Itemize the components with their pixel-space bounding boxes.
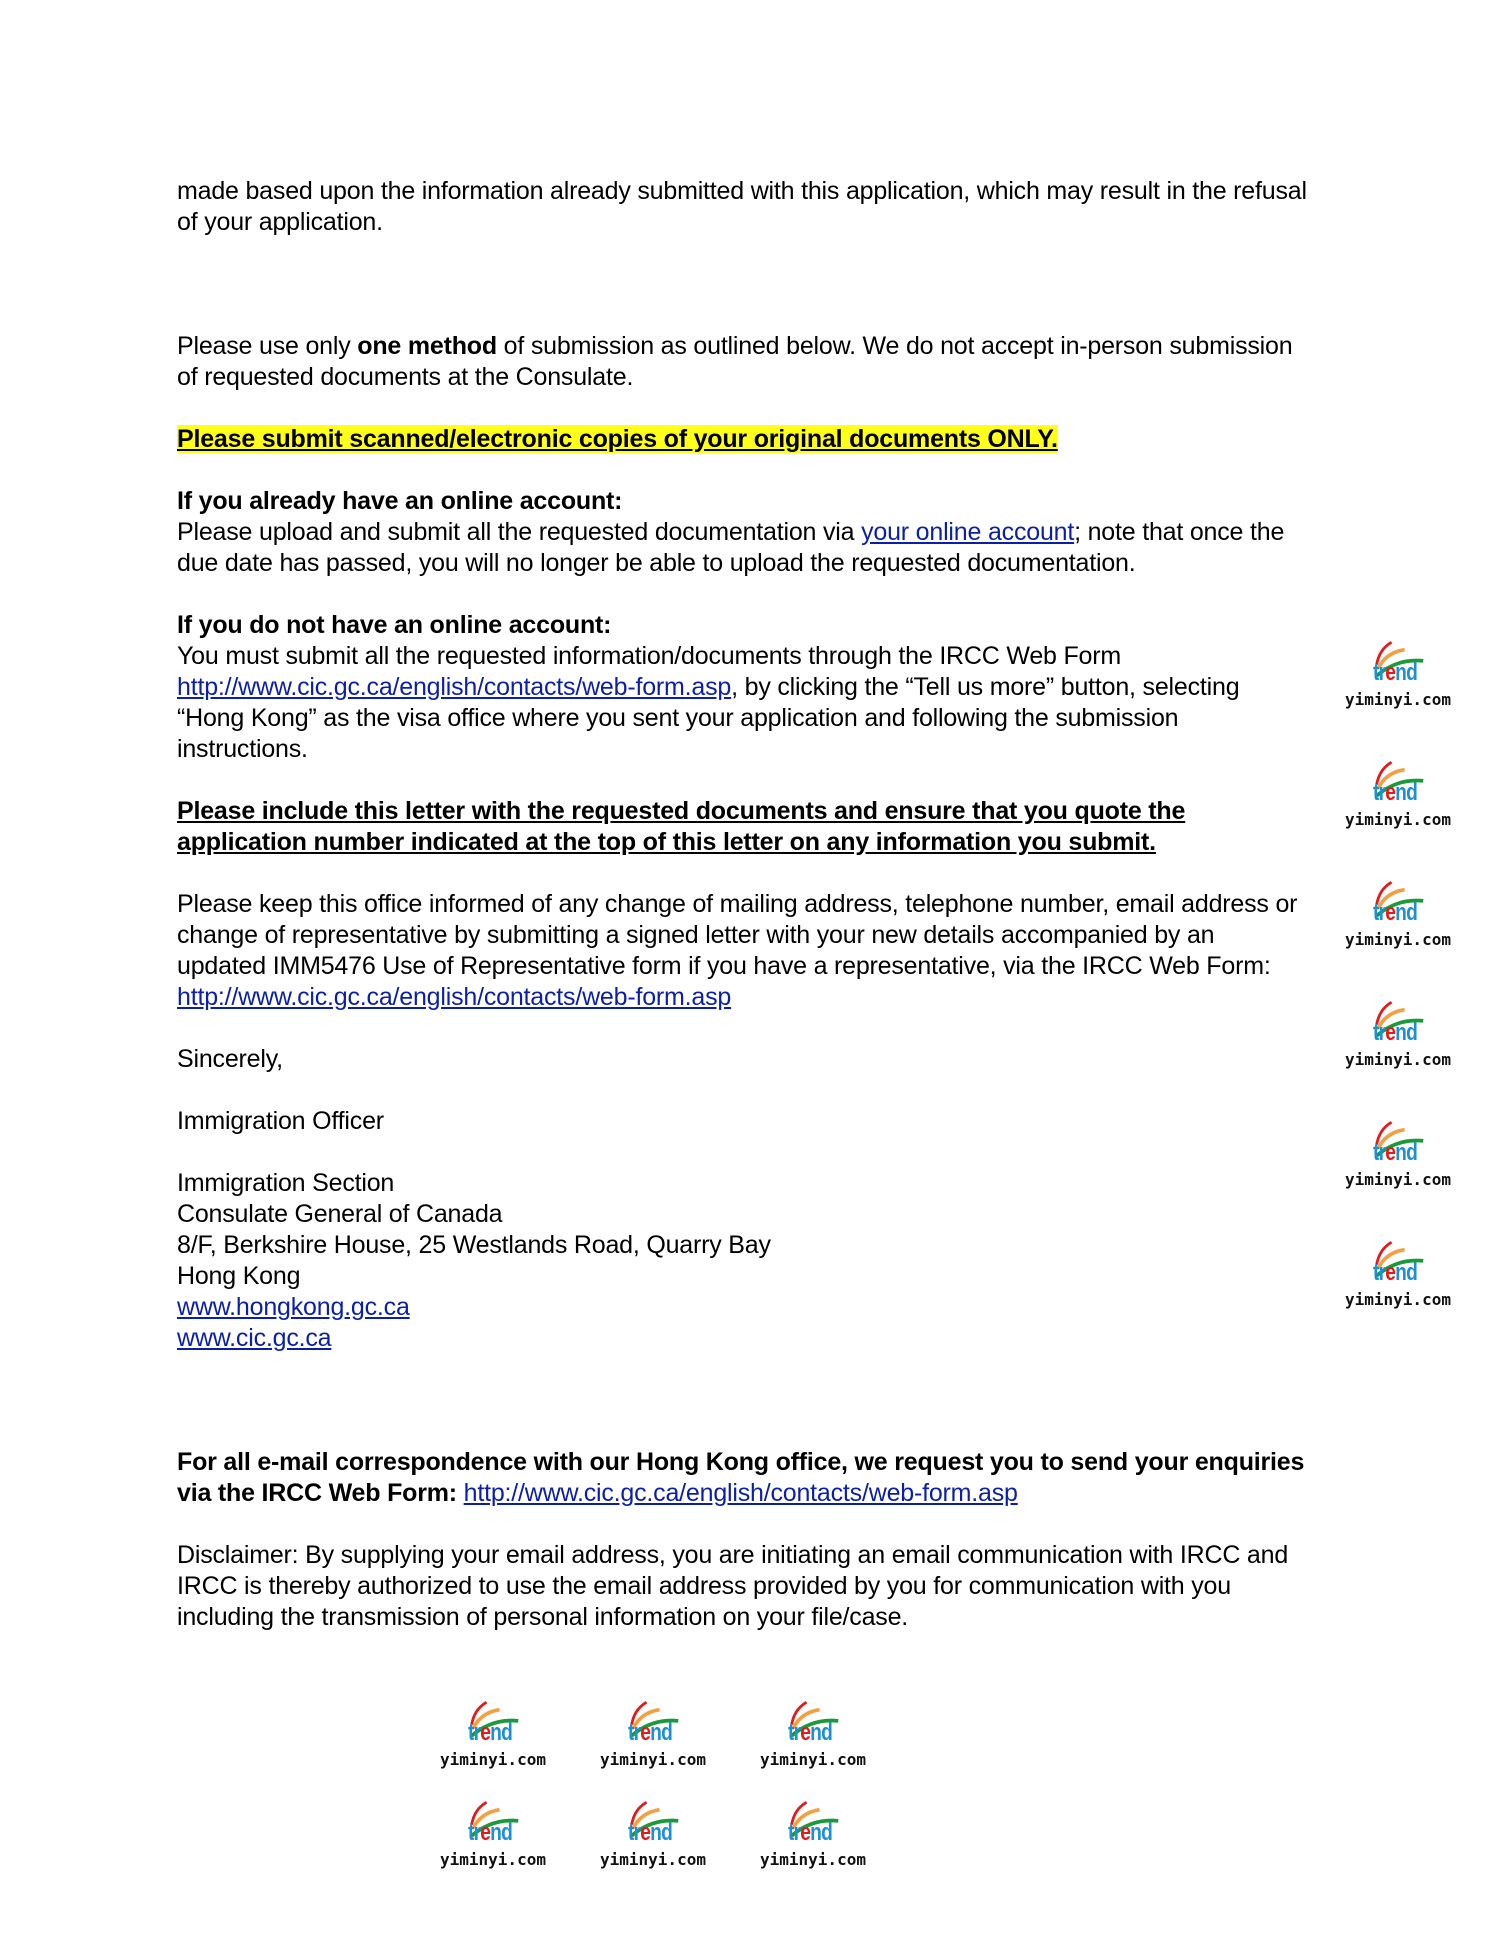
submission-method-paragraph — [177, 331, 1307, 393]
watermark-brand: trend — [1373, 1019, 1418, 1046]
watermark-brand: trend — [468, 1719, 513, 1746]
web-form-link[interactable]: http://www.cic.gc.ca/english/contacts/web-form.asp — [177, 673, 732, 701]
watermark-site: yiminyi.com — [1345, 1170, 1451, 1189]
include-letter-notice: Please include this letter with the requested documents and ensure that you quote the application number indicated at the top of this letter on any information you submit. — [177, 797, 1186, 856]
trend-swoosh-icon — [786, 1800, 842, 1838]
watermark — [600, 1700, 730, 1776]
letter-body — [177, 176, 1307, 1633]
trend-swoosh-icon — [1371, 880, 1427, 918]
office-address — [177, 1168, 1307, 1354]
online-account-paragraph — [177, 517, 1307, 579]
disclaimer: Disclaimer: By supplying your email address, you are initiating an email communication with IRCC and IRCC is thereby authorized to use the email address provided by you for communication with you including the transmission of personal information on your file/case. — [177, 1541, 1289, 1631]
hongkong-site-link[interactable]: www.hongkong.gc.ca — [177, 1293, 410, 1321]
watermark-site: yiminyi.com — [1345, 1050, 1451, 1069]
submission-method-text-rest: of submission as outlined below. We do not accept in-person submission of requested documents at the Consulate. — [177, 332, 1293, 391]
address-line-3: 8/F, Berkshire House, 25 Westlands Road, Quarry Bay — [177, 1231, 771, 1259]
trend-swoosh-icon — [786, 1700, 842, 1738]
watermark — [600, 1800, 730, 1876]
trend-swoosh-icon — [626, 1700, 682, 1738]
closing: Sincerely, — [177, 1045, 283, 1073]
watermark-brand: trend — [1373, 1259, 1418, 1286]
watermark — [1345, 880, 1475, 956]
watermark — [440, 1800, 570, 1876]
watermark-brand: trend — [788, 1819, 833, 1846]
watermark — [1345, 1000, 1475, 1076]
trend-swoosh-icon — [1371, 760, 1427, 798]
trend-swoosh-icon — [1371, 1240, 1427, 1278]
submission-method-text: Please use only — [177, 332, 358, 360]
watermark-site: yiminyi.com — [760, 1750, 866, 1769]
watermark-site: yiminyi.com — [1345, 1290, 1451, 1309]
watermark — [1345, 640, 1475, 716]
watermark-site: yiminyi.com — [1345, 690, 1451, 709]
address-line-4: Hong Kong — [177, 1262, 301, 1290]
address-line-1: Immigration Section — [177, 1169, 395, 1197]
one-method-emphasis: one method — [357, 332, 497, 360]
no-online-account-paragraph — [177, 641, 1307, 765]
watermark-brand: trend — [1373, 899, 1418, 926]
trend-swoosh-icon — [1371, 640, 1427, 678]
watermark-brand: trend — [628, 1719, 673, 1746]
watermark — [760, 1700, 890, 1776]
watermark-brand: trend — [1373, 659, 1418, 686]
trend-swoosh-icon — [466, 1800, 522, 1838]
refusal-paragraph: made based upon the information already submitted with this application, which may result in the refusal of your application. — [177, 177, 1307, 236]
web-form-text: You must submit all the requested information/documents through the IRCC Web Form — [177, 642, 1121, 670]
online-account-text-rest: ; note that once the due date has passed, you will no longer be able to upload the requested documentation. — [177, 518, 1285, 577]
cic-site-link[interactable]: www.cic.gc.ca — [177, 1324, 332, 1352]
trend-swoosh-icon — [1371, 1120, 1427, 1158]
watermark-brand: trend — [628, 1819, 673, 1846]
online-account-text: Please upload and submit all the requested documentation via — [177, 518, 862, 546]
watermark-site: yiminyi.com — [760, 1850, 866, 1869]
watermark-brand: trend — [468, 1819, 513, 1846]
watermark-brand: trend — [1373, 1139, 1418, 1166]
online-account-link[interactable]: your online account — [861, 518, 1075, 546]
address-line-2: Consulate General of Canada — [177, 1200, 503, 1228]
watermark — [760, 1800, 890, 1876]
watermark — [440, 1700, 570, 1776]
watermark-brand: trend — [788, 1719, 833, 1746]
trend-swoosh-icon — [1371, 1000, 1427, 1038]
email-correspondence-text: For all e-mail correspondence with our Hong Kong office, we request you to send your enquiries via the IRCC Web Form: — [177, 1448, 1305, 1507]
no-online-account-heading: If you do not have an online account: — [177, 611, 612, 639]
email-correspondence-paragraph — [177, 1447, 1307, 1509]
watermark-site: yiminyi.com — [600, 1750, 706, 1769]
keep-informed-text: Please keep this office informed of any change of mailing address, telephone number, email address or change of representative by submitting a signed letter with your new details accompanied by an updated IMM5476 Use of Representative form if you have a representative, via the IRCC Web Form: — [177, 890, 1298, 980]
keep-informed-web-form-link[interactable]: http://www.cic.gc.ca/english/contacts/web-form.asp — [177, 983, 732, 1011]
keep-informed-paragraph — [177, 889, 1307, 1013]
watermark-site: yiminyi.com — [1345, 930, 1451, 949]
watermark — [1345, 1240, 1475, 1316]
watermark — [1345, 1120, 1475, 1196]
email-web-form-link[interactable]: http://www.cic.gc.ca/english/contacts/web-form.asp — [463, 1479, 1018, 1507]
signer-title: Immigration Officer — [177, 1107, 384, 1135]
scanned-copies-notice: Please submit scanned/electronic copies of your original documents ONLY. — [177, 425, 1058, 453]
watermark-brand: trend — [1373, 779, 1418, 806]
trend-swoosh-icon — [466, 1700, 522, 1738]
watermark-site: yiminyi.com — [600, 1850, 706, 1869]
watermark-site: yiminyi.com — [440, 1850, 546, 1869]
watermark — [1345, 760, 1475, 836]
online-account-heading: If you already have an online account: — [177, 487, 623, 515]
watermark-site: yiminyi.com — [1345, 810, 1451, 829]
watermark-site: yiminyi.com — [440, 1750, 546, 1769]
trend-swoosh-icon — [626, 1800, 682, 1838]
web-form-text-rest: , by clicking the “Tell us more” button, selecting “Hong Kong” as the visa office where you sent your application and following the submission instructions. — [177, 673, 1240, 763]
